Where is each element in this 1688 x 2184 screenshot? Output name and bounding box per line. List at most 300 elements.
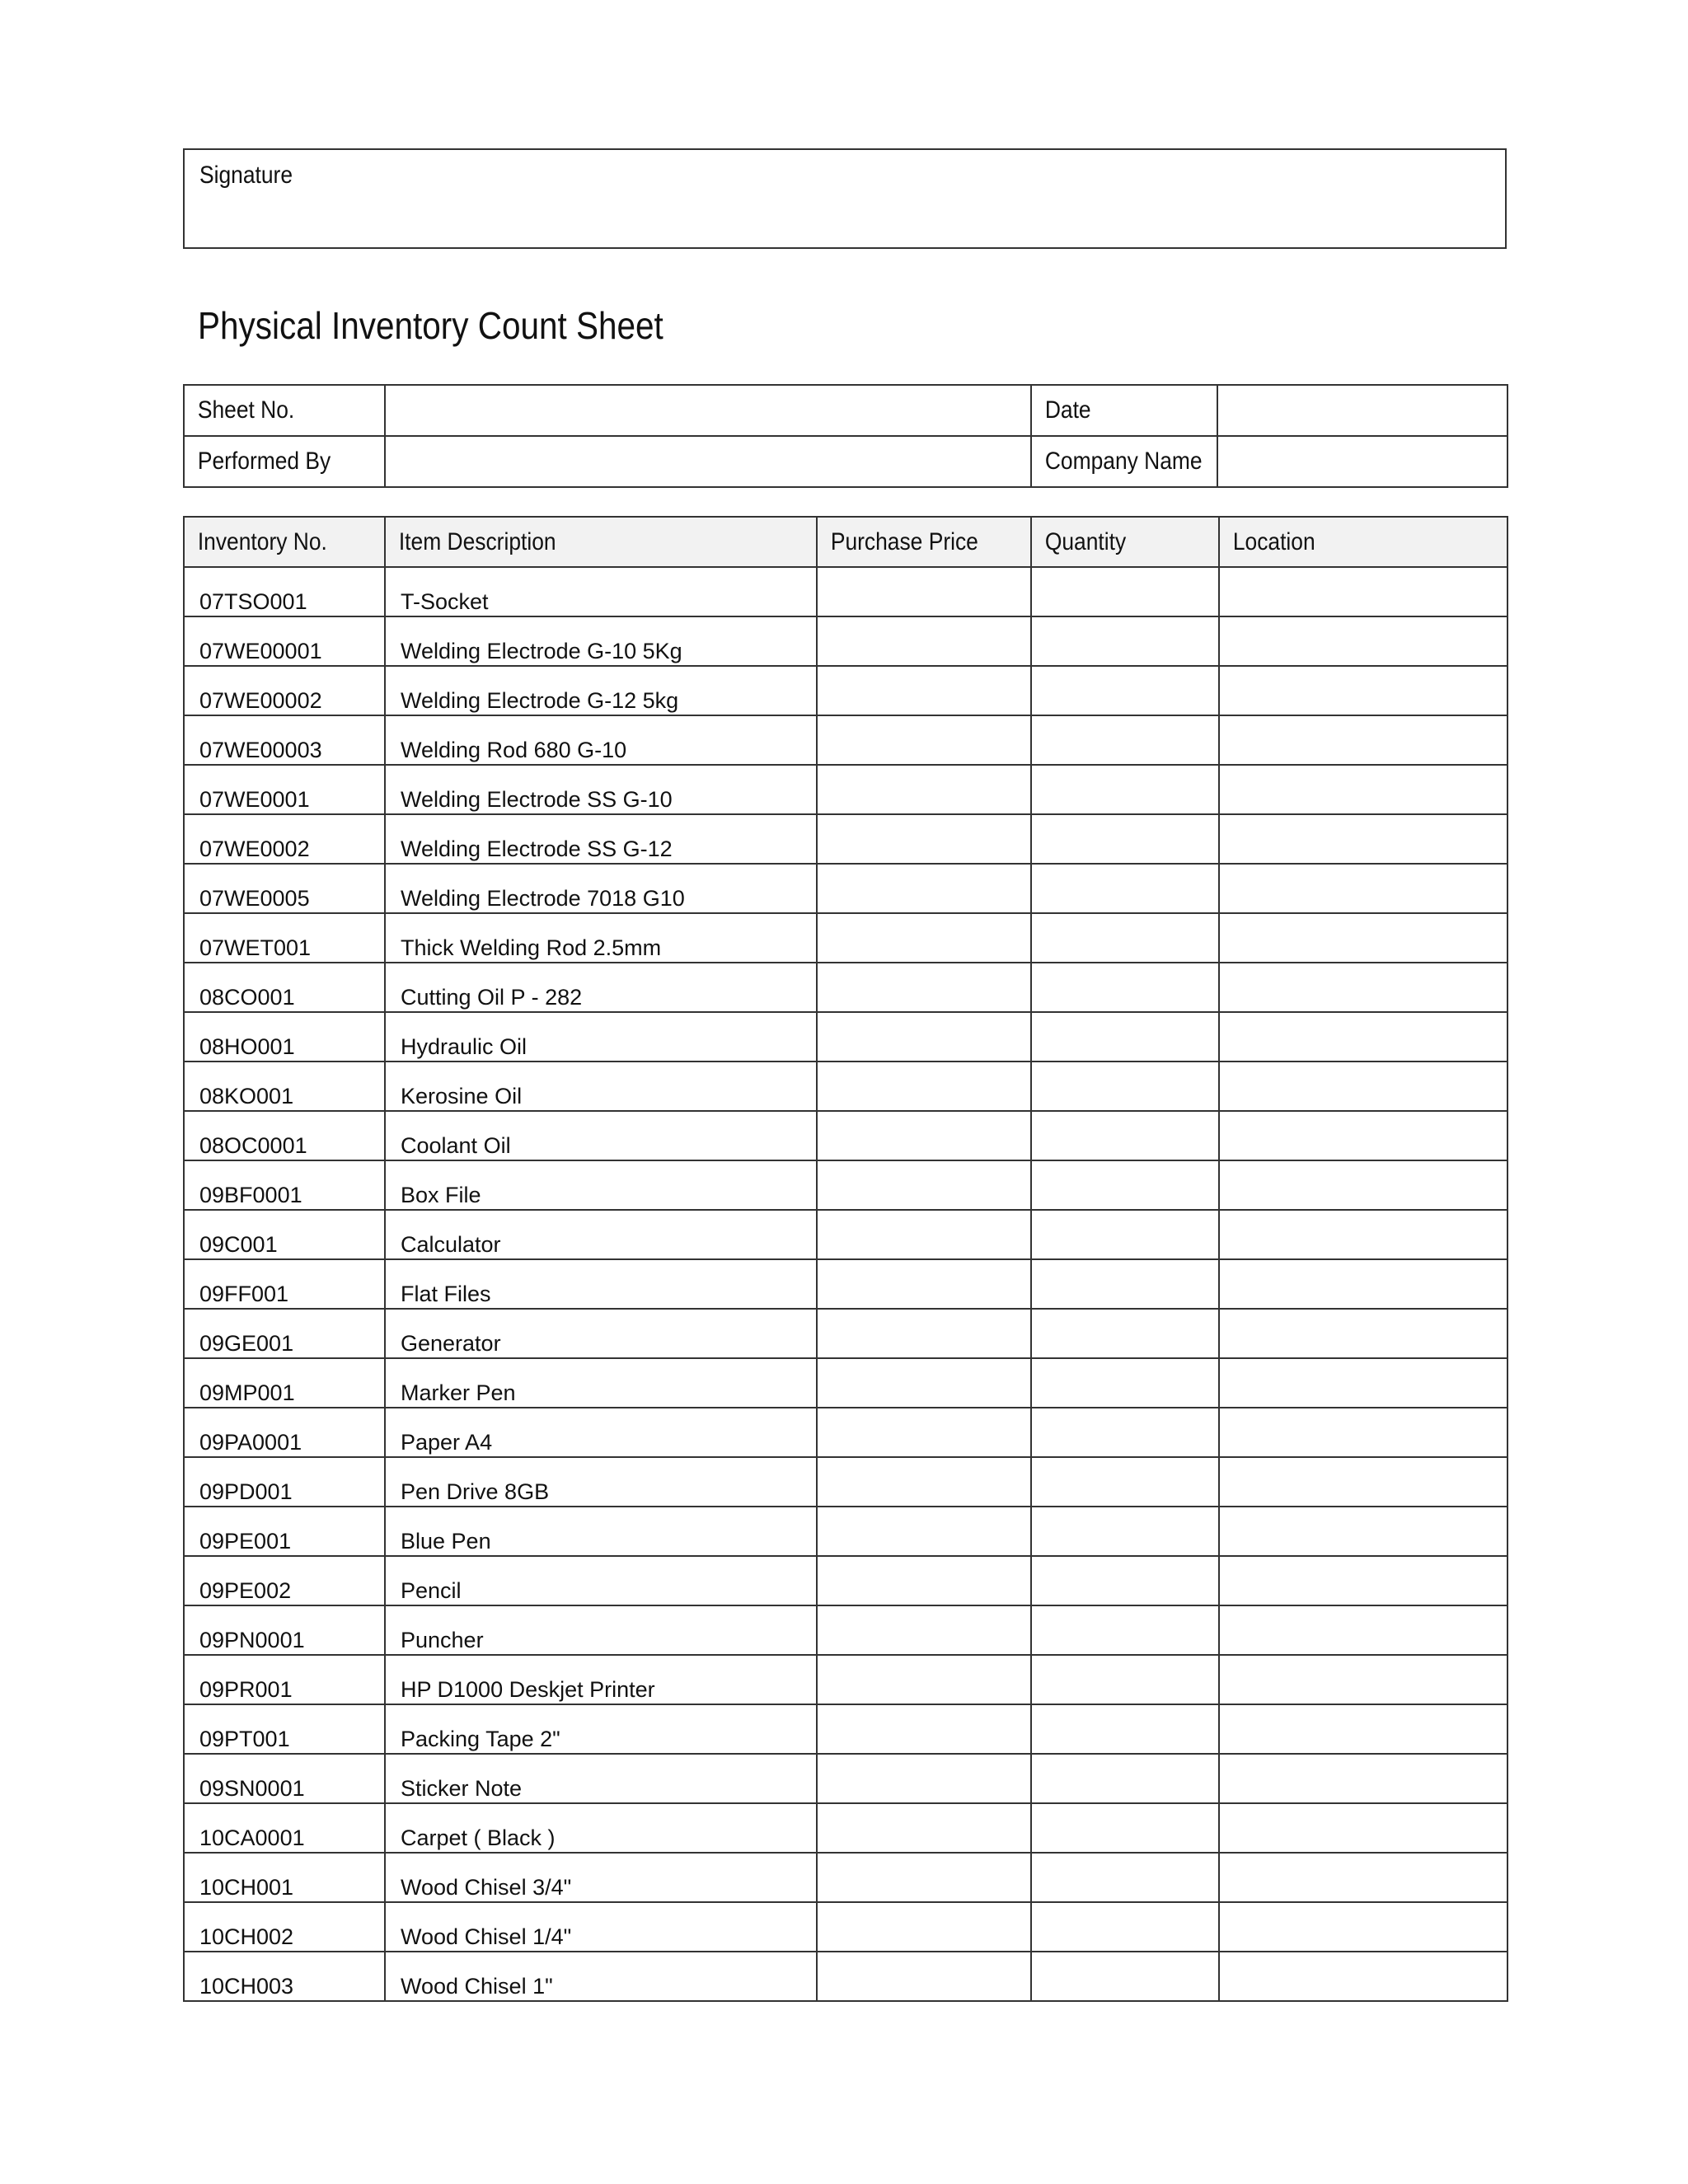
table-row: [184, 1408, 1507, 1457]
quantity-cell[interactable]: [1031, 765, 1219, 814]
quantity-cell[interactable]: [1031, 715, 1219, 765]
item-description-cell: [385, 567, 817, 616]
location-cell[interactable]: [1219, 1952, 1507, 2001]
quantity-cell[interactable]: [1031, 1408, 1219, 1457]
quantity-cell[interactable]: [1031, 1358, 1219, 1408]
item-description-text: Hydraulic Oil: [401, 1034, 528, 1059]
quantity-cell[interactable]: [1031, 1754, 1219, 1803]
quantity-text: [1032, 861, 1218, 863]
purchase-price-text: [818, 960, 1030, 962]
location-cell[interactable]: [1219, 1507, 1507, 1556]
location-text: [1220, 1108, 1507, 1110]
table-row: [184, 1210, 1507, 1259]
quantity-cell[interactable]: [1031, 1259, 1219, 1309]
inventory-no-cell: [184, 1111, 385, 1160]
item-description-text: Puncher: [401, 1628, 484, 1652]
purchase-price-text: [818, 1751, 1030, 1753]
quantity-cell[interactable]: [1031, 616, 1219, 666]
purchase-price-text: [818, 1207, 1030, 1209]
table-row: [184, 1556, 1507, 1605]
purchase-price-cell[interactable]: [817, 1507, 1031, 1556]
table-row: [184, 1754, 1507, 1803]
location-cell[interactable]: [1219, 1358, 1507, 1408]
item-description-cell: [385, 1704, 817, 1754]
inventory-no-cell: [184, 1754, 385, 1803]
inventory-no-text: 09GE001: [199, 1331, 294, 1356]
performed-by-field[interactable]: [385, 436, 1031, 487]
inventory-no-cell: [184, 765, 385, 814]
item-description-text: Welding Electrode 7018 G10: [401, 886, 685, 911]
item-description-text: Carpet ( Black ): [401, 1825, 556, 1850]
location-cell[interactable]: [1219, 963, 1507, 1012]
location-cell[interactable]: [1219, 1704, 1507, 1754]
inventory-no-cell: [184, 1062, 385, 1111]
table-row: [184, 1457, 1507, 1507]
location-cell[interactable]: [1219, 715, 1507, 765]
inventory-no-text: 09FF001: [199, 1282, 289, 1306]
purchase-price-cell[interactable]: [817, 1012, 1031, 1062]
inventory-no-cell: [184, 1605, 385, 1655]
item-description-text: Pencil: [401, 1578, 462, 1603]
quantity-cell[interactable]: [1031, 1160, 1219, 1210]
item-description-cell: [385, 1062, 817, 1111]
item-description-text: Wood Chisel 1": [401, 1974, 553, 1999]
item-description-cell: [385, 1111, 817, 1160]
inventory-no-text: 07WE00001: [199, 639, 322, 663]
location-cell[interactable]: [1219, 1062, 1507, 1111]
location-cell[interactable]: [1219, 913, 1507, 963]
table-row: [184, 1309, 1507, 1358]
location-cell[interactable]: [1219, 1902, 1507, 1952]
item-description-cell: [385, 1754, 817, 1803]
purchase-price-text: [818, 812, 1030, 813]
purchase-price-cell[interactable]: [817, 963, 1031, 1012]
inventory-no-cell: [184, 1556, 385, 1605]
inventory-no-cell: [184, 616, 385, 666]
location-text: [1220, 762, 1507, 764]
purchase-price-text: [818, 1257, 1030, 1258]
item-description-cell: [385, 1309, 817, 1358]
inventory-no-text: 09PR001: [199, 1677, 293, 1702]
inventory-no-cell: [184, 814, 385, 864]
quantity-text: [1032, 1405, 1218, 1407]
purchase-price-text: [818, 1702, 1030, 1704]
item-description-text: Generator: [401, 1331, 501, 1356]
company-name-label-cell: [1031, 436, 1217, 487]
quantity-cell[interactable]: [1031, 567, 1219, 616]
table-row: [184, 1111, 1507, 1160]
purchase-price-text: [818, 1455, 1030, 1456]
quantity-cell[interactable]: [1031, 1012, 1219, 1062]
location-cell[interactable]: [1219, 1408, 1507, 1457]
inventory-no-cell: [184, 1507, 385, 1556]
location-cell[interactable]: [1219, 616, 1507, 666]
table-row: [184, 1160, 1507, 1210]
purchase-price-cell[interactable]: [817, 814, 1031, 864]
item-description-cell: [385, 616, 817, 666]
item-description-text: Box File: [401, 1183, 481, 1207]
table-row: [184, 1704, 1507, 1754]
inventory-no-cell: [184, 1803, 385, 1853]
purchase-price-cell[interactable]: [817, 1408, 1031, 1457]
quantity-text: [1032, 911, 1218, 912]
quantity-cell[interactable]: [1031, 864, 1219, 913]
purchase-price-text: [818, 1504, 1030, 1506]
item-description-text: Cutting Oil P - 282: [401, 985, 583, 1010]
inventory-no-cell: [184, 1012, 385, 1062]
purchase-price-text: [818, 861, 1030, 863]
purchase-price-text: [818, 1603, 1030, 1605]
inventory-no-text: 10CH002: [199, 1924, 294, 1949]
location-cell[interactable]: [1219, 1605, 1507, 1655]
item-description-cell: [385, 963, 817, 1012]
signature-label: Signature: [199, 162, 293, 189]
purchase-price-cell[interactable]: [817, 1358, 1031, 1408]
inventory-no-text: 09PE002: [199, 1578, 292, 1603]
purchase-price-cell[interactable]: [817, 864, 1031, 913]
item-description-text: Coolant Oil: [401, 1133, 511, 1158]
quantity-cell[interactable]: [1031, 1457, 1219, 1507]
item-description-text: Wood Chisel 1/4": [401, 1924, 572, 1949]
location-cell[interactable]: [1219, 1012, 1507, 1062]
location-cell[interactable]: [1219, 1556, 1507, 1605]
location-text: [1220, 960, 1507, 962]
inventory-no-cell: [184, 1655, 385, 1704]
quantity-text: [1032, 762, 1218, 764]
inventory-no-text: 08OC0001: [199, 1133, 307, 1158]
quantity-text: [1032, 1554, 1218, 1555]
purchase-price-text: [818, 1059, 1030, 1061]
table-row: [184, 1062, 1507, 1111]
sheet-no-field[interactable]: [385, 385, 1031, 436]
quantity-text: [1032, 1850, 1218, 1852]
purchase-price-cell[interactable]: [817, 1160, 1031, 1210]
inventory-no-text: 07WE0002: [199, 837, 310, 861]
quantity-text: [1032, 1900, 1218, 1901]
item-description-text: Welding Rod 680 G-10: [401, 738, 627, 762]
location-cell[interactable]: [1219, 1853, 1507, 1902]
item-description-cell: [385, 1507, 817, 1556]
purchase-price-cell[interactable]: [817, 1309, 1031, 1358]
location-text: [1220, 1158, 1507, 1160]
location-text: [1220, 1257, 1507, 1258]
location-text: [1220, 1801, 1507, 1802]
item-description-text: Welding Electrode SS G-10: [401, 787, 673, 812]
table-row: [184, 1655, 1507, 1704]
location-text: [1220, 663, 1507, 665]
quantity-cell[interactable]: [1031, 1902, 1219, 1952]
quantity-text: [1032, 713, 1218, 715]
purchase-price-text: [818, 663, 1030, 665]
inventory-no-text: 09PD001: [199, 1479, 293, 1504]
date-label: Date: [1044, 396, 1091, 424]
inventory-table: [183, 516, 1508, 2002]
location-text: [1220, 1010, 1507, 1011]
quantity-text: [1032, 1702, 1218, 1704]
item-description-cell: [385, 864, 817, 913]
item-description-cell: [385, 1210, 817, 1259]
purchase-price-cell[interactable]: [817, 913, 1031, 963]
purchase-price-cell[interactable]: [817, 1210, 1031, 1259]
quantity-cell[interactable]: [1031, 666, 1219, 715]
purchase-price-text: [818, 1405, 1030, 1407]
inventory-no-text: 08KO001: [199, 1084, 294, 1108]
location-text: [1220, 812, 1507, 813]
quantity-cell[interactable]: [1031, 963, 1219, 1012]
purchase-price-cell[interactable]: [817, 715, 1031, 765]
inventory-no-cell: [184, 864, 385, 913]
purchase-price-text: [818, 1306, 1030, 1308]
location-cell[interactable]: [1219, 1210, 1507, 1259]
inventory-no-text: 09SN0001: [199, 1776, 305, 1801]
inventory-no-cell: [184, 1259, 385, 1309]
purchase-price-cell[interactable]: [817, 567, 1031, 616]
item-description-cell: [385, 1408, 817, 1457]
quantity-cell[interactable]: [1031, 1704, 1219, 1754]
table-row: [184, 963, 1507, 1012]
purchase-price-text: [818, 614, 1030, 616]
inventory-no-text: 09PN0001: [199, 1628, 305, 1652]
quantity-cell[interactable]: [1031, 1556, 1219, 1605]
header-location: Location: [1219, 517, 1507, 567]
purchase-price-text: [818, 1108, 1030, 1110]
item-description-cell: [385, 1952, 817, 2001]
inventory-no-text: 08CO001: [199, 985, 295, 1010]
inventory-no-text: 09PT001: [199, 1727, 290, 1751]
sheet-no-label: Sheet No.: [197, 396, 295, 424]
table-row: [184, 1012, 1507, 1062]
purchase-price-text: [818, 713, 1030, 715]
item-description-text: Thick Welding Rod 2.5mm: [401, 935, 662, 960]
inventory-no-cell: [184, 666, 385, 715]
purchase-price-cell[interactable]: [817, 1062, 1031, 1111]
item-description-text: Welding Electrode SS G-12: [401, 837, 673, 861]
quantity-cell[interactable]: [1031, 1111, 1219, 1160]
purchase-price-cell[interactable]: [817, 1655, 1031, 1704]
quantity-text: [1032, 812, 1218, 813]
inventory-no-text: 07WE0005: [199, 886, 310, 911]
quantity-cell[interactable]: [1031, 1605, 1219, 1655]
sheet-info-row: [184, 436, 1507, 487]
item-description-text: Welding Electrode G-12 5kg: [401, 688, 679, 713]
item-description-cell: [385, 1457, 817, 1507]
purchase-price-cell[interactable]: [817, 1952, 1031, 2001]
inventory-no-text: 09MP001: [199, 1380, 295, 1405]
location-cell[interactable]: [1219, 765, 1507, 814]
inventory-no-cell: [184, 567, 385, 616]
inventory-no-text: 09BF0001: [199, 1183, 302, 1207]
purchase-price-cell[interactable]: [817, 1902, 1031, 1952]
location-text: [1220, 1702, 1507, 1704]
purchase-price-text: [818, 1850, 1030, 1852]
purchase-price-cell[interactable]: [817, 1754, 1031, 1803]
location-text: [1220, 911, 1507, 912]
item-description-text: Welding Electrode G-10 5Kg: [401, 639, 682, 663]
performed-by-label: Performed By: [197, 448, 331, 475]
quantity-cell[interactable]: [1031, 1655, 1219, 1704]
header-item-description: Item Description: [385, 517, 817, 567]
location-text: [1220, 1306, 1507, 1308]
location-text: [1220, 1949, 1507, 1951]
item-description-cell: [385, 1902, 817, 1952]
purchase-price-text: [818, 1949, 1030, 1951]
purchase-price-cell[interactable]: [817, 1556, 1031, 1605]
inventory-no-cell: [184, 1160, 385, 1210]
quantity-text: [1032, 1010, 1218, 1011]
item-description-cell: [385, 1160, 817, 1210]
purchase-price-cell[interactable]: [817, 666, 1031, 715]
inventory-no-text: 10CH003: [199, 1974, 294, 1999]
quantity-text: [1032, 1158, 1218, 1160]
location-cell[interactable]: [1219, 1111, 1507, 1160]
quantity-text: [1032, 1999, 1218, 2000]
item-description-text: Packing Tape 2": [401, 1727, 560, 1751]
table-row: [184, 616, 1507, 666]
item-description-cell: [385, 715, 817, 765]
inventory-header-row: [184, 517, 1507, 567]
location-cell[interactable]: [1219, 864, 1507, 913]
item-description-cell: [385, 913, 817, 963]
inventory-no-cell: [184, 1309, 385, 1358]
inventory-no-cell: [184, 1408, 385, 1457]
sheet-no-label-cell: [184, 385, 385, 436]
item-description-text: Paper A4: [401, 1430, 493, 1455]
company-name-label: Company Name: [1044, 448, 1203, 475]
quantity-text: [1032, 1059, 1218, 1061]
purchase-price-cell[interactable]: [817, 1605, 1031, 1655]
purchase-price-cell[interactable]: [817, 1803, 1031, 1853]
item-description-cell: [385, 666, 817, 715]
purchase-price-text: [818, 1554, 1030, 1555]
location-text: [1220, 1751, 1507, 1753]
location-cell[interactable]: [1219, 1259, 1507, 1309]
sheet-info-table: [183, 384, 1508, 488]
item-description-text: HP D1000 Deskjet Printer: [401, 1677, 655, 1702]
date-label-cell: [1031, 385, 1217, 436]
location-cell[interactable]: [1219, 1309, 1507, 1358]
inventory-no-cell: [184, 913, 385, 963]
location-text: [1220, 1207, 1507, 1209]
quantity-cell[interactable]: [1031, 1507, 1219, 1556]
item-description-cell: [385, 1853, 817, 1902]
header-quantity: Quantity: [1031, 517, 1219, 567]
quantity-text: [1032, 1306, 1218, 1308]
location-text: [1220, 1455, 1507, 1456]
item-description-text: Flat Files: [401, 1282, 491, 1306]
location-cell[interactable]: [1219, 1655, 1507, 1704]
item-description-cell: [385, 765, 817, 814]
quantity-text: [1032, 1603, 1218, 1605]
inventory-no-cell: [184, 1457, 385, 1507]
quantity-text: [1032, 1751, 1218, 1753]
table-row: [184, 1507, 1507, 1556]
inventory-no-text: 08HO001: [199, 1034, 295, 1059]
header-purchase-price: Purchase Price: [817, 517, 1031, 567]
quantity-cell[interactable]: [1031, 1309, 1219, 1358]
purchase-price-text: [818, 1801, 1030, 1802]
location-text: [1220, 1603, 1507, 1605]
item-description-cell: [385, 1259, 817, 1309]
location-cell[interactable]: [1219, 567, 1507, 616]
purchase-price-cell[interactable]: [817, 1704, 1031, 1754]
location-cell[interactable]: [1219, 1803, 1507, 1853]
item-description-cell: [385, 1605, 817, 1655]
quantity-cell[interactable]: [1031, 1803, 1219, 1853]
quantity-cell[interactable]: [1031, 1210, 1219, 1259]
purchase-price-cell[interactable]: [817, 1111, 1031, 1160]
location-text: [1220, 1999, 1507, 2000]
purchase-price-text: [818, 1900, 1030, 1901]
item-description-cell: [385, 1803, 817, 1853]
item-description-text: Kerosine Oil: [401, 1084, 523, 1108]
inventory-no-cell: [184, 1358, 385, 1408]
sheet-info-row: [184, 385, 1507, 436]
quantity-cell[interactable]: [1031, 1853, 1219, 1902]
signature-box[interactable]: [183, 148, 1507, 249]
item-description-text: Wood Chisel 3/4": [401, 1875, 572, 1900]
inventory-no-cell: [184, 963, 385, 1012]
inventory-no-text: 07WE00003: [199, 738, 322, 762]
location-cell[interactable]: [1219, 666, 1507, 715]
purchase-price-text: [818, 1158, 1030, 1160]
inventory-no-text: 10CA0001: [199, 1825, 305, 1850]
purchase-price-text: [818, 911, 1030, 912]
purchase-price-text: [818, 1652, 1030, 1654]
quantity-text: [1032, 663, 1218, 665]
quantity-cell[interactable]: [1031, 1952, 1219, 2001]
location-cell[interactable]: [1219, 1754, 1507, 1803]
item-description-text: Marker Pen: [401, 1380, 516, 1405]
quantity-cell[interactable]: [1031, 913, 1219, 963]
inventory-rows: [184, 567, 1507, 2001]
inventory-no-text: 10CH001: [199, 1875, 294, 1900]
item-description-cell: [385, 1655, 817, 1704]
table-row: [184, 1853, 1507, 1902]
location-text: [1220, 1059, 1507, 1061]
quantity-text: [1032, 1108, 1218, 1110]
inventory-no-cell: [184, 1853, 385, 1902]
item-description-cell: [385, 1012, 817, 1062]
item-description-text: Sticker Note: [401, 1776, 523, 1801]
purchase-price-text: [818, 762, 1030, 764]
inventory-no-text: 09PA0001: [199, 1430, 302, 1455]
quantity-cell[interactable]: [1031, 814, 1219, 864]
table-row: [184, 1605, 1507, 1655]
table-row: [184, 1952, 1507, 2001]
location-cell[interactable]: [1219, 814, 1507, 864]
purchase-price-cell[interactable]: [817, 1457, 1031, 1507]
purchase-price-cell[interactable]: [817, 1259, 1031, 1309]
location-text: [1220, 861, 1507, 863]
location-text: [1220, 1554, 1507, 1555]
location-cell[interactable]: [1219, 1160, 1507, 1210]
quantity-cell[interactable]: [1031, 1062, 1219, 1111]
purchase-price-cell[interactable]: [817, 765, 1031, 814]
location-cell[interactable]: [1219, 1457, 1507, 1507]
purchase-price-cell[interactable]: [817, 616, 1031, 666]
item-description-text: Pen Drive 8GB: [401, 1479, 550, 1504]
inventory-no-text: 09PE001: [199, 1529, 292, 1554]
performed-by-label-cell: [184, 436, 385, 487]
purchase-price-cell[interactable]: [817, 1853, 1031, 1902]
date-field[interactable]: [1217, 385, 1507, 436]
table-row: [184, 1902, 1507, 1952]
company-name-field[interactable]: [1217, 436, 1507, 487]
quantity-text: [1032, 1455, 1218, 1456]
item-description-cell: [385, 814, 817, 864]
location-text: [1220, 1405, 1507, 1407]
inventory-no-cell: [184, 1902, 385, 1952]
